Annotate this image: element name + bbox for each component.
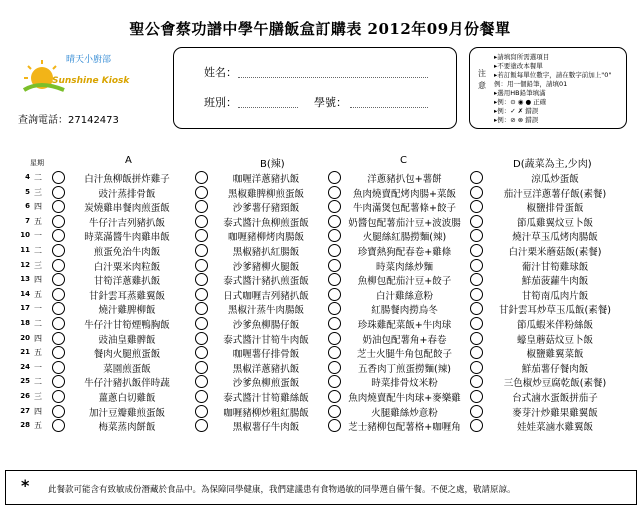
option-c-bubble[interactable] (328, 259, 341, 272)
option-d-item: 節瓜蝦米伴粉絲飯 (516, 319, 593, 331)
table-row (0, 301, 640, 316)
option-c-item: 魚柳包配茄汁豆+餃子 (357, 276, 452, 288)
option-c-bubble[interactable] (328, 273, 341, 286)
table-row (0, 185, 640, 200)
option-a-item: 牛仔汁豬扒飯伴時蔬 (84, 378, 170, 390)
option-d-bubble[interactable] (470, 244, 483, 257)
option-a-bubble[interactable] (52, 200, 65, 213)
header-option-a: A (125, 155, 132, 166)
date-cell: 14 (20, 289, 30, 298)
weekday-cell: 二 (34, 377, 42, 387)
option-d-bubble[interactable] (470, 171, 483, 184)
option-a-item: 白汁粟米肉粒飯 (93, 261, 161, 273)
option-c-bubble[interactable] (328, 375, 341, 388)
option-a-bubble[interactable] (52, 171, 65, 184)
option-a-bubble[interactable] (52, 390, 65, 403)
note-line: ▸選用HB鉛筆填滿 (494, 89, 546, 97)
option-d-bubble[interactable] (470, 200, 483, 213)
option-c-item: 時菜排骨炆米粉 (371, 378, 438, 390)
option-b-item: 咖喱豬柳炒粗紅腸飯 (223, 407, 309, 419)
option-d-bubble[interactable] (470, 288, 483, 301)
page-title: 聖公會蔡功譜中學午膳飯盒訂購表 2012年09月份餐單 (129, 20, 511, 38)
option-a-bubble[interactable] (52, 288, 65, 301)
option-c-item: 珍寶熱狗配春卷+雞條 (357, 246, 452, 258)
weekday-cell: 三 (34, 187, 42, 197)
weekday-cell: 一 (34, 362, 42, 372)
weekday-cell: 二 (34, 318, 42, 328)
option-c-bubble[interactable] (328, 302, 341, 315)
option-b-item: 咖喱洋蔥豬扒飯 (232, 174, 300, 185)
name-field[interactable] (238, 77, 428, 78)
weekday-cell: 四 (34, 202, 42, 212)
date-cell: 5 (25, 187, 30, 196)
option-b-bubble[interactable] (195, 288, 208, 301)
option-a-item: 甘針雲耳蒸雞翼飯 (88, 290, 165, 302)
option-d-bubble[interactable] (470, 259, 483, 272)
option-d-item: 蠔皇蘑菇炆豆卜飯 (516, 334, 593, 346)
date-cell: 17 (20, 304, 30, 313)
option-d-bubble[interactable] (470, 405, 483, 418)
option-d-item: 娃娃菜滷水雞翼飯 (516, 422, 593, 434)
option-d-bubble[interactable] (470, 361, 483, 374)
header-option-c: C (400, 155, 407, 166)
option-c-bubble[interactable] (328, 361, 341, 374)
option-c-bubble[interactable] (328, 405, 341, 418)
option-a-item: 甘筍洋蔥雞扒飯 (93, 276, 161, 288)
student-info-box (173, 47, 457, 129)
footer-notice (5, 470, 637, 505)
option-b-item: 沙爹豬柳火腿飯 (232, 261, 300, 273)
option-a-bubble[interactable] (52, 419, 65, 432)
weekday-cell: 三 (34, 391, 42, 401)
option-b-bubble[interactable] (195, 229, 208, 242)
weekday-cell: 五 (34, 289, 42, 299)
option-a-item: 餐肉火腿煎蛋飯 (93, 349, 161, 361)
weekday-cell: 五 (34, 216, 42, 226)
option-b-bubble[interactable] (195, 171, 208, 184)
option-c-item: 魚肉燒賣配烤肉腸+菜飯 (353, 188, 456, 200)
table-row (0, 287, 640, 302)
date-cell: 24 (20, 362, 30, 371)
date-cell: 20 (20, 333, 30, 342)
date-cell: 7 (25, 216, 30, 225)
option-b-bubble[interactable] (195, 332, 208, 345)
option-d-bubble[interactable] (470, 186, 483, 199)
option-d-item: 涼瓜炒蛋飯 (531, 174, 579, 185)
option-c-bubble[interactable] (328, 419, 341, 432)
option-b-item: 沙爹魚柳腸仔飯 (232, 319, 300, 331)
option-d-item: 葡汁甘筍雞球飯 (521, 261, 589, 273)
option-c-bubble[interactable] (328, 346, 341, 359)
option-a-item: 加汁豆瓣雞煎蛋飯 (88, 407, 165, 419)
option-d-item: 麥芽汁炒雞果雞翼飯 (512, 407, 598, 419)
option-d-item: 三色椒炒豆腐乾飯(素餐) (503, 378, 607, 390)
option-c-bubble[interactable] (328, 332, 341, 345)
option-c-item: 火腿雞絲炒意粉 (371, 407, 438, 419)
logo-subtitle: Sunshine Kiosk (52, 76, 130, 86)
date-cell: 12 (20, 260, 30, 269)
note-line: 例：用一個鉛筆，請填01 (494, 80, 568, 88)
option-d-bubble[interactable] (470, 332, 483, 345)
class-field[interactable] (238, 107, 298, 108)
option-b-bubble[interactable] (195, 419, 208, 432)
option-b-bubble[interactable] (195, 405, 208, 418)
option-c-item: 洋蔥豬扒包+薯餅 (367, 174, 442, 185)
option-d-bubble[interactable] (470, 215, 483, 228)
option-a-item: 薑蔥白切雞飯 (98, 392, 156, 404)
weekday-cell: 二 (34, 245, 42, 255)
option-a-bubble[interactable] (52, 346, 65, 359)
option-b-bubble[interactable] (195, 215, 208, 228)
weekday-cell: 四 (34, 333, 42, 343)
option-c-item: 時菜肉絲炒麵 (375, 261, 433, 273)
option-b-item: 黑椒豬扒紅腸飯 (232, 246, 300, 258)
option-d-item: 白汁栗米蘑菇飯(素餐) (508, 246, 602, 258)
option-b-item: 沙爹魚柳煎蛋飯 (232, 378, 300, 390)
option-d-item: 椒鹽雞翼菜飯 (526, 349, 584, 361)
option-d-bubble[interactable] (470, 229, 483, 242)
table-row (0, 199, 640, 214)
option-c-item: 火腿絲紅腸撈麵(辣) (362, 232, 447, 244)
table-row (0, 316, 640, 331)
option-d-bubble[interactable] (470, 273, 483, 286)
option-b-item: 黑椒薯仔牛肉飯 (232, 422, 300, 434)
notes-label: 注意 (478, 69, 486, 90)
option-b-item: 咖喱薯仔排骨飯 (232, 349, 300, 361)
option-c-item: 芝士火腿牛角包配餃子 (356, 349, 452, 361)
table-row (0, 258, 640, 273)
weekday-cell: 四 (34, 275, 42, 285)
date-cell: 28 (20, 421, 30, 430)
option-b-bubble[interactable] (195, 375, 208, 388)
logo-name: 晴天小廚部 (66, 55, 112, 65)
date-cell: 4 (25, 173, 30, 181)
option-a-bubble[interactable] (52, 273, 65, 286)
option-b-item: 泰式醬汁魚柳煎蛋飯 (223, 217, 309, 229)
table-row (0, 228, 640, 243)
weekday-cell: 三 (34, 260, 42, 270)
table-row (0, 404, 640, 419)
option-a-bubble[interactable] (52, 375, 65, 388)
option-a-item: 燒汁雞脾柳飯 (98, 305, 156, 317)
option-c-item: 魚肉燒賣配牛肉球+麥樂雞 (348, 392, 461, 404)
menu-table (0, 170, 640, 433)
weekday-cell: 五 (34, 348, 42, 358)
student-no-field[interactable] (350, 107, 428, 108)
enquiry-phone: 查詢電話：27142473 (18, 115, 119, 126)
table-row (0, 243, 640, 258)
option-d-item: 燒汁草玉瓜烤肉腸飯 (512, 232, 598, 244)
option-d-bubble[interactable] (470, 317, 483, 330)
option-b-bubble[interactable] (195, 273, 208, 286)
date-cell: 10 (20, 231, 30, 240)
date-cell: 21 (20, 348, 30, 357)
weekday-cell: 一 (34, 231, 42, 241)
option-c-bubble[interactable] (328, 171, 341, 184)
option-b-item: 泰式醬汁甘筍雞絲飯 (223, 392, 309, 404)
option-c-bubble[interactable] (328, 186, 341, 199)
option-a-item: 煎蛋免治牛肉飯 (93, 246, 161, 258)
option-a-bubble[interactable] (52, 186, 65, 199)
table-row (0, 170, 640, 185)
option-b-bubble[interactable] (195, 259, 208, 272)
option-d-item: 節瓜雞翼炆豆卜飯 (516, 217, 593, 229)
option-a-item: 炭燒雞串餐肉煎蛋飯 (84, 203, 170, 215)
option-c-bubble[interactable] (328, 200, 341, 213)
option-a-item: 時菜滿醬牛肉雞串飯 (84, 232, 170, 244)
option-a-item: 白汁魚柳飯拼炸雞子 (84, 174, 170, 185)
note-line: ▸若訂飯每單位數字，請在數字前加上"0" (494, 71, 612, 79)
option-a-bubble[interactable] (52, 302, 65, 315)
option-c-bubble[interactable] (328, 288, 341, 301)
date-cell: 25 (20, 377, 30, 386)
footer-text: 此餐款可能含有致敏成份潛藏於食品中。為保障同學健康，我們建議患有食物過敏的同學選自備午餐。不便之處，敬請原諒。 (48, 485, 516, 495)
option-b-bubble[interactable] (195, 361, 208, 374)
footer-star: * (21, 476, 30, 495)
option-c-item: 奶油包配薯角+春卷 (362, 334, 447, 346)
option-a-item: 豉油皇雞髀飯 (98, 334, 156, 346)
header-option-d: D(蔬菜為主,少肉) (513, 159, 592, 170)
name-label: 姓名： (204, 66, 237, 79)
option-d-item: 台式滷水蛋飯拼茄子 (512, 392, 598, 404)
table-row (0, 331, 640, 346)
option-d-item: 鮮茄薯仔餐肉飯 (521, 363, 589, 375)
option-a-bubble[interactable] (52, 317, 65, 330)
option-b-bubble[interactable] (195, 244, 208, 257)
option-a-item: 菜園煎蛋飯 (103, 363, 151, 375)
weekday-cell: 一 (34, 304, 42, 314)
option-c-bubble[interactable] (328, 229, 341, 242)
logo (20, 50, 130, 102)
table-row (0, 214, 640, 229)
weekday-cell: 五 (34, 421, 42, 431)
note-line: ▸不要塗改本餐單 (494, 62, 543, 70)
table-row (0, 418, 640, 433)
option-b-bubble[interactable] (195, 317, 208, 330)
notes-list (494, 53, 622, 125)
option-a-bubble[interactable] (52, 215, 65, 228)
option-d-bubble[interactable] (470, 346, 483, 359)
table-row (0, 272, 640, 287)
option-b-item: 黑椒汁蒸牛肉腸飯 (227, 305, 304, 317)
date-cell: 27 (20, 406, 30, 415)
note-line: ▸例：✓ ✗ 錯誤 (494, 107, 539, 115)
option-b-item: 日式咖喱吉列豬扒飯 (223, 290, 309, 302)
option-b-bubble[interactable] (195, 390, 208, 403)
option-c-bubble[interactable] (328, 215, 341, 228)
option-a-bubble[interactable] (52, 229, 65, 242)
option-a-bubble[interactable] (52, 259, 65, 272)
option-c-item: 珍珠雞配菜飯+牛肉球 (357, 319, 452, 331)
option-c-item: 白汁雞絲意粉 (375, 290, 433, 302)
option-d-bubble[interactable] (470, 302, 483, 315)
option-d-item: 鮮茄菠蘿牛肉飯 (521, 276, 589, 288)
option-a-bubble[interactable] (52, 332, 65, 345)
date-cell: 13 (20, 275, 30, 284)
header-option-b: B(辣) (260, 159, 285, 170)
option-d-item: 茄汁豆洋蔥薯仔飯(素餐) (503, 188, 607, 200)
option-a-item: 梅菜蒸肉餅飯 (98, 422, 156, 434)
option-b-item: 泰式醬汁甘筍牛肉飯 (223, 334, 309, 346)
option-c-item: 牛肉滿煲包配薯條+餃子 (353, 203, 456, 215)
option-b-item: 黑椒雞脾柳煎蛋飯 (227, 188, 304, 200)
date-cell: 26 (20, 391, 30, 400)
weekday-cell: 四 (34, 406, 42, 416)
note-line: ▸例：⊙ ◉ ● 正確 (494, 98, 547, 106)
weekday-cell: 二 (34, 173, 42, 182)
option-c-item: 五香肉丁煎蛋撈麵(辣) (358, 363, 451, 375)
option-d-bubble[interactable] (470, 390, 483, 403)
option-b-item: 沙爹薯仔豬頸飯 (232, 203, 300, 215)
option-b-item: 泰式醬汁豬扒煎蛋飯 (223, 276, 309, 288)
option-c-bubble[interactable] (328, 244, 341, 257)
table-row (0, 360, 640, 375)
date-cell: 11 (20, 245, 30, 254)
option-c-item: 紅腸餐肉撈烏冬 (371, 305, 438, 317)
option-c-item: 芝士豬柳包配薯格+咖喱角 (348, 422, 461, 434)
option-a-bubble[interactable] (52, 244, 65, 257)
table-row (0, 374, 640, 389)
option-d-item: 甘筍南瓜肉片飯 (521, 290, 589, 302)
table-row (0, 389, 640, 404)
date-cell: 6 (25, 202, 30, 211)
option-c-item: 奶醬包配薯茄汁豆+波波腸 (348, 217, 461, 229)
note-line: ▸例：⊘ ⊗ 錯誤 (494, 116, 539, 124)
option-b-item: 咖喱豬柳烤肉腸飯 (227, 232, 304, 244)
notes-box (469, 47, 627, 129)
option-a-item: 牛仔汁甘筍煙鴨胸飯 (84, 319, 170, 331)
header-weekday: 星期 (30, 159, 44, 167)
option-b-bubble[interactable] (195, 346, 208, 359)
option-d-item: 椒鹽排骨蛋飯 (526, 203, 584, 215)
table-row (0, 345, 640, 360)
option-d-item: 甘針雲耳炒草玉瓜飯(素餐) (499, 305, 611, 317)
option-c-bubble[interactable] (328, 390, 341, 403)
option-a-item: 豉汁蒸排骨飯 (98, 188, 156, 200)
option-a-item: 牛仔汁吉列豬扒飯 (88, 217, 165, 229)
date-cell: 18 (20, 318, 30, 327)
option-b-bubble[interactable] (195, 302, 208, 315)
class-label: 班別： (204, 96, 237, 109)
option-d-bubble[interactable] (470, 375, 483, 388)
option-b-bubble[interactable] (195, 186, 208, 199)
option-d-bubble[interactable] (470, 419, 483, 432)
option-a-bubble[interactable] (52, 361, 65, 374)
option-c-bubble[interactable] (328, 317, 341, 330)
option-b-bubble[interactable] (195, 200, 208, 213)
option-a-bubble[interactable] (52, 405, 65, 418)
student-no-label: 學號： (314, 96, 347, 109)
option-b-item: 黑椒洋蔥豬扒飯 (232, 363, 300, 375)
note-line: ▸請填寫所需選項目 (494, 53, 550, 61)
